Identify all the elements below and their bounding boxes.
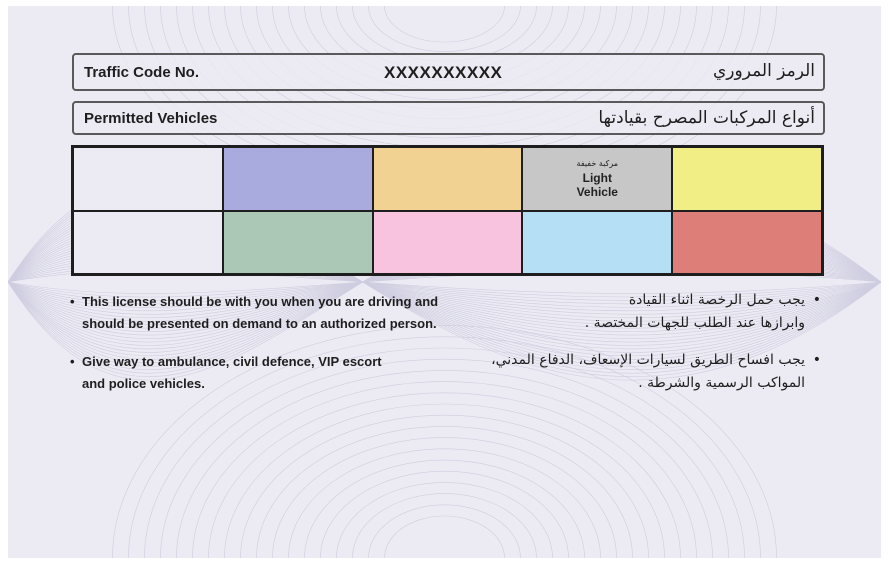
bullet-icon: • [812,352,821,368]
note-ar-2-line2: المواكب الرسمية والشرطة . [638,375,805,391]
vehicle-cell-r2c3 [373,211,523,275]
permitted-vehicles-row [72,101,825,135]
light-vehicle-label-ar: مركبة خفيفة [576,158,619,168]
traffic-code-label-en: Traffic Code No. [84,64,200,81]
note-ar-1-line1: يجب حمل الرخصة اثناء القيادة [628,292,805,308]
note-ar-item [451,349,821,395]
vehicle-category-grid [71,145,824,276]
vehicle-cell-r1c5 [672,147,822,211]
traffic-code-label-ar: الرمز المروري [712,61,815,81]
note-en-2-line2: and police vehicles. [82,376,205,391]
notes-english [70,291,490,411]
license-card-back [8,6,881,558]
note-en-2-line1: Give way to ambulance, civil defence, VIP escort [82,354,382,369]
note-en-1-line2: should be presented on demand to an authorized person. [82,316,437,331]
note-ar-1-line2: وابرازها عند الطلب للجهات المختصة . [584,315,805,331]
bullet-icon: • [70,294,75,309]
vehicle-cell-r2c2 [223,211,373,275]
traffic-code-row [72,53,825,91]
light-vehicle-label-line2: Vehicle [576,184,618,199]
vehicle-cell-r1c1 [73,147,223,211]
vehicle-cell-r1c2 [223,147,373,211]
note-en-item [70,351,490,395]
vehicle-cell-r2c1 [73,211,223,275]
note-en-1-line1: This license should be with you when you are driving and [82,294,439,309]
bullet-icon: • [812,292,821,308]
permitted-vehicles-label-en: Permitted Vehicles [84,110,218,127]
light-vehicle-label-line1: Light [582,170,612,185]
traffic-code-value: XXXXXXXXXX [384,63,503,82]
notes-arabic [451,289,821,409]
permitted-vehicles-label-ar: أنواع المركبات المصرح بقيادتها [598,108,815,128]
vehicle-cell-r2c4 [522,211,672,275]
note-ar-item [451,289,821,335]
vehicle-cell-light-vehicle [522,147,672,211]
vehicle-cell-r1c3 [373,147,523,211]
note-ar-2-line1: يجب افساح الطريق لسيارات الإسعاف، الدفاع المدني، [491,352,805,368]
vehicle-cell-r2c5 [672,211,822,275]
bullet-icon: • [70,354,75,369]
note-en-item [70,291,490,335]
